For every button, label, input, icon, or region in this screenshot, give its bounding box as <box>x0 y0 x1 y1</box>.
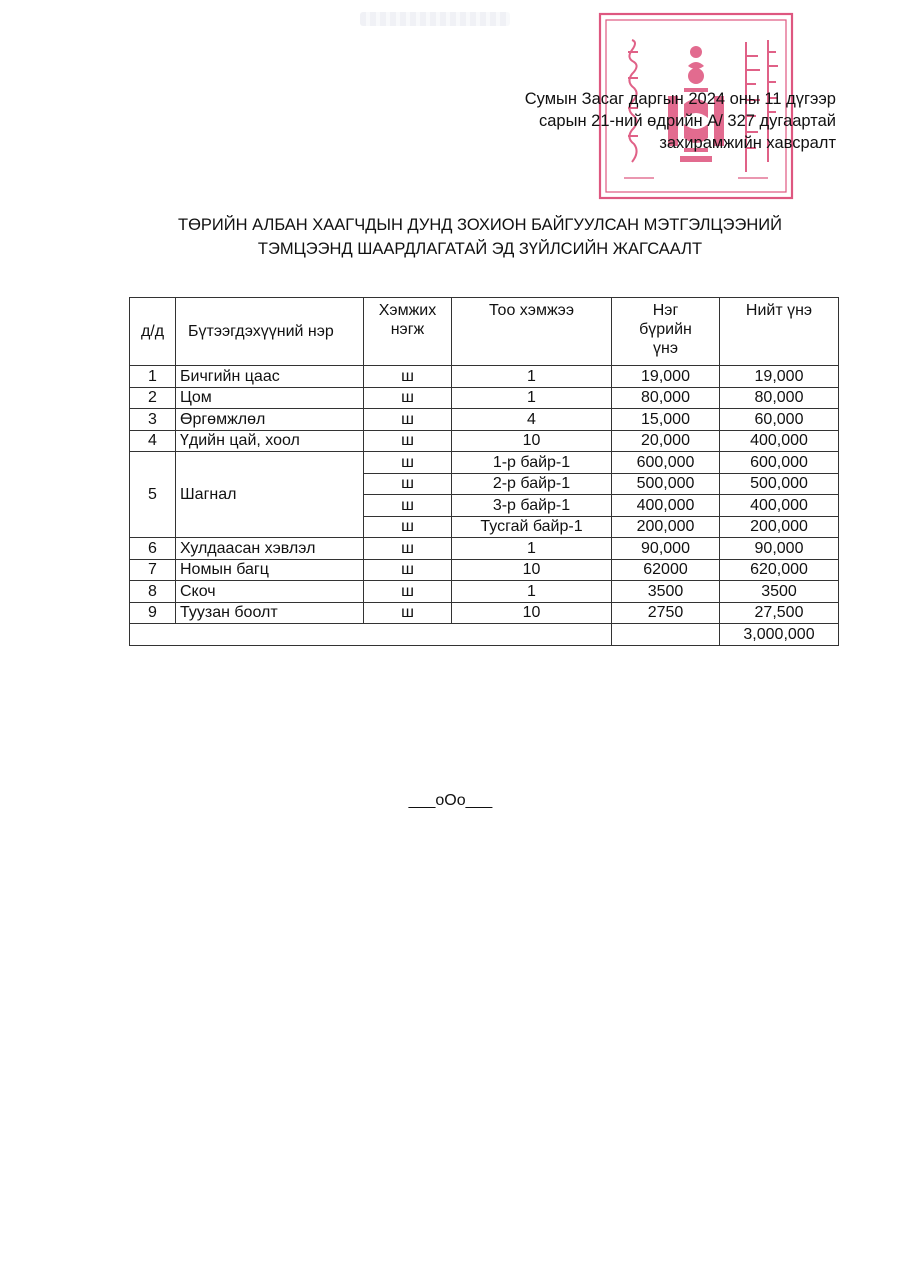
cell-unit: ш <box>364 366 452 388</box>
table-row <box>130 452 839 474</box>
header-unit-price <box>612 298 720 366</box>
header-unit-l1: Хэмжих <box>378 302 437 319</box>
cell-qty: 2-р байр-1 <box>452 473 612 495</box>
cell-qty: Тусгай байр-1 <box>452 516 612 538</box>
cell-qty: 3-р байр-1 <box>452 495 612 517</box>
cell-no: 6 <box>130 538 176 560</box>
cell-price: 400,000 <box>612 495 720 517</box>
cell-total: 3500 <box>720 581 839 603</box>
table-row <box>130 559 839 581</box>
cell-total: 620,000 <box>720 559 839 581</box>
header-price-l3: үнэ <box>653 340 678 357</box>
cell-no: 1 <box>130 366 176 388</box>
header-price-l2: бүрийн <box>639 321 692 338</box>
cell-no: 7 <box>130 559 176 581</box>
cell-price: 20,000 <box>612 430 720 452</box>
cell-unit: ш <box>364 581 452 603</box>
cell-total: 400,000 <box>720 495 839 517</box>
cell-unit: ш <box>364 495 452 517</box>
cell-no: 9 <box>130 602 176 624</box>
header-price-l1: Нэг <box>652 302 679 319</box>
table-row <box>130 602 839 624</box>
cell-price: 600,000 <box>612 452 720 474</box>
cell-total: 60,000 <box>720 409 839 431</box>
cell-total: 600,000 <box>720 452 839 474</box>
title-line-2: ТЭМЦЭЭНД ШААРДЛАГАТАЙ ЭД ЗҮЙЛСИЙН ЖАГСААЛТ <box>257 240 703 258</box>
grand-total-blank-price <box>612 624 720 646</box>
cell-unit: ш <box>364 473 452 495</box>
grand-total-row <box>130 624 839 646</box>
header-unit-l2: нэгж <box>390 321 425 338</box>
cell-name: Шагнал <box>176 452 364 538</box>
table-row <box>130 581 839 603</box>
header-no: д/д <box>130 298 176 366</box>
cell-name: Бичгийн цаас <box>176 366 364 388</box>
header-unit <box>364 298 452 366</box>
table-row <box>130 538 839 560</box>
cell-total: 90,000 <box>720 538 839 560</box>
items-table <box>129 297 839 646</box>
cell-name: Скоч <box>176 581 364 603</box>
cell-no: 2 <box>130 387 176 409</box>
cell-name: Өргөмжлөл <box>176 409 364 431</box>
table-row <box>130 366 839 388</box>
cell-no: 5 <box>130 452 176 538</box>
order-attachment-note <box>525 88 836 154</box>
cell-qty: 1 <box>452 581 612 603</box>
cell-qty: 10 <box>452 430 612 452</box>
cell-name: Үдийн цай, хоол <box>176 430 364 452</box>
table-row <box>130 409 839 431</box>
cell-unit: ш <box>364 559 452 581</box>
cell-unit: ш <box>364 516 452 538</box>
title-line-1: ТӨРИЙН АЛБАН ХААГЧДЫН ДУНД ЗОХИОН БАЙГУУЛСАН МЭТГЭЛЦЭЭНИЙ <box>177 216 782 234</box>
cell-total: 19,000 <box>720 366 839 388</box>
cell-name: Цом <box>176 387 364 409</box>
cell-no: 3 <box>130 409 176 431</box>
cell-no: 8 <box>130 581 176 603</box>
cell-unit: ш <box>364 409 452 431</box>
cell-name: Туузан боолт <box>176 602 364 624</box>
grand-total-blank <box>130 624 612 646</box>
cell-qty: 4 <box>452 409 612 431</box>
cell-unit: ш <box>364 430 452 452</box>
cell-price: 200,000 <box>612 516 720 538</box>
header-product-name: Бүтээгдэхүүний нэр <box>176 298 364 366</box>
cell-price: 62000 <box>612 559 720 581</box>
cell-price: 90,000 <box>612 538 720 560</box>
cell-qty: 1 <box>452 387 612 409</box>
note-line-1: Сумын Засаг даргын 2024 оны 11 дүгээр <box>524 90 836 108</box>
header-quantity: Тоо хэмжээ <box>452 298 612 366</box>
cell-qty: 10 <box>452 559 612 581</box>
grand-total-value: 3,000,000 <box>720 624 839 646</box>
cell-qty: 1 <box>452 366 612 388</box>
note-line-2: сарын 21-ний өдрийн А/ 327 дугаартай <box>539 112 836 130</box>
header-total-price: Нийт үнэ <box>720 298 839 366</box>
faint-stamp-trace <box>360 12 510 26</box>
cell-price: 2750 <box>612 602 720 624</box>
cell-name: Хулдаасан хэвлэл <box>176 538 364 560</box>
cell-total: 400,000 <box>720 430 839 452</box>
document-title <box>80 213 880 261</box>
cell-total: 80,000 <box>720 387 839 409</box>
cell-price: 3500 <box>612 581 720 603</box>
cell-no: 4 <box>130 430 176 452</box>
cell-qty: 1 <box>452 538 612 560</box>
note-line-3: захирамжийн хавсралт <box>659 134 836 152</box>
table-row <box>130 430 839 452</box>
cell-qty: 10 <box>452 602 612 624</box>
table-row <box>130 387 839 409</box>
cell-qty: 1-р байр-1 <box>452 452 612 474</box>
cell-total: 200,000 <box>720 516 839 538</box>
cell-total: 500,000 <box>720 473 839 495</box>
end-of-document-mark: ___оОо___ <box>408 792 493 809</box>
cell-unit: ш <box>364 602 452 624</box>
cell-unit: ш <box>364 387 452 409</box>
cell-name: Номын багц <box>176 559 364 581</box>
cell-total: 27,500 <box>720 602 839 624</box>
cell-price: 19,000 <box>612 366 720 388</box>
table-header-row <box>130 298 839 366</box>
cell-price: 15,000 <box>612 409 720 431</box>
cell-price: 500,000 <box>612 473 720 495</box>
cell-price: 80,000 <box>612 387 720 409</box>
cell-unit: ш <box>364 452 452 474</box>
cell-unit: ш <box>364 538 452 560</box>
